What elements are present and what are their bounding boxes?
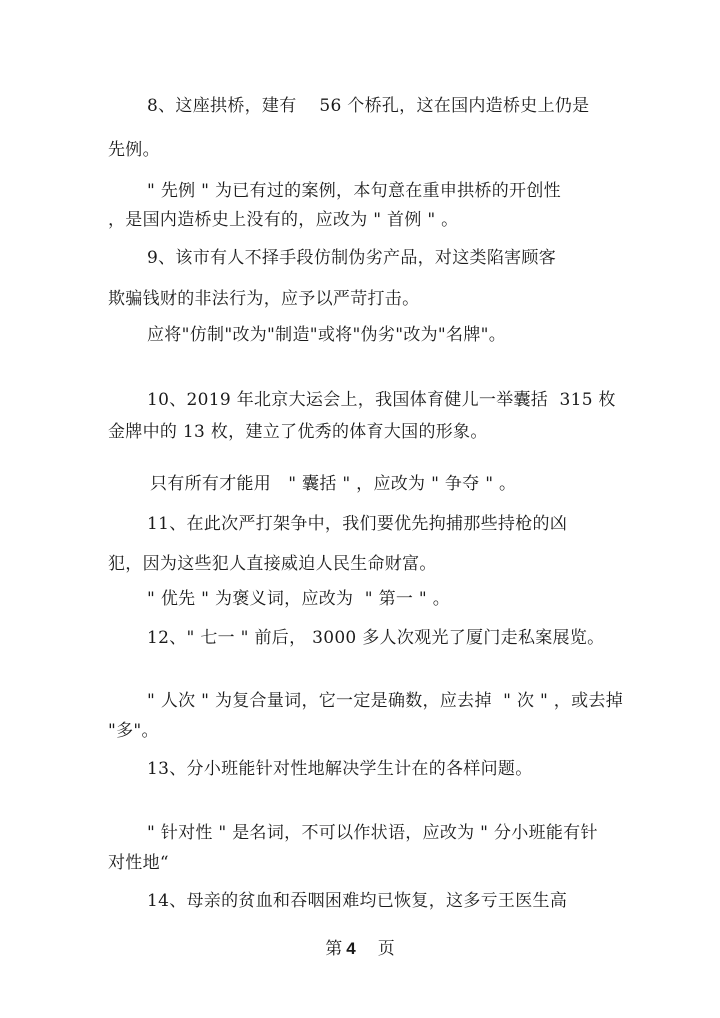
text-line: " 人次 " 为复合量词，它一定是确数，应去掉 " 次 " ，或去掉 [147, 691, 624, 711]
text-line: 先例。 [108, 140, 160, 160]
text-line: 8、这座拱桥，建有 56 个桥孔，这在国内造桥史上仍是 [147, 96, 590, 116]
text-line: " 针对性 " 是名词，不可以作状语，应改为 " 分小班能有针 [147, 823, 598, 843]
text-line: 只有所有才能用 " 囊括 " ，应改为 " 争夺 " 。 [150, 474, 517, 494]
text-line: 10、2019 年北京大运会上，我国体育健儿一举囊括 315 枚 [147, 390, 616, 410]
text-line: " 优先 " 为褒义词，应改为 " 第一 " 。 [147, 589, 451, 609]
text-line: 11、在此次严打架争中，我们要优先拘捕那些持枪的凶 [147, 514, 568, 534]
text-line: 应将"仿制"改为"制造"或将"伪劣"改为"名牌"。 [147, 325, 507, 345]
text-line: ，是国内造桥史上没有的，应改为 " 首例 " 。 [108, 210, 459, 230]
text-line: 12、" 七一 " 前后， 3000 多人次观光了厦门走私案展览。 [147, 628, 605, 648]
text-line: 9、该市有人不择手段仿制伪劣产品，对这类陷害顾客 [147, 248, 557, 268]
text-line: "多"。 [108, 721, 159, 741]
text-line: 13、分小班能针对性地解决学生计在的各样问题。 [147, 759, 533, 779]
page-number: 4 [346, 939, 356, 958]
text-line: 金牌中的 13 枚，建立了优秀的体育大国的形象。 [108, 422, 488, 442]
text-line: 14、母亲的贫血和吞咽困难均已恢复，这多亏王医生高 [147, 891, 568, 911]
text-line: 犯，因为这些犯人直接威迫人民生命财富。 [108, 554, 437, 574]
text-line: " 先例 " 为已有过的案例，本句意在重申拱桥的开创性 [147, 181, 561, 201]
page-label-prefix: 第 [325, 939, 343, 959]
text-line: 欺骗钱财的非法行为，应予以严苛打击。 [108, 289, 420, 309]
page-footer [0, 938, 720, 960]
text-line: 对性地“ [108, 853, 169, 873]
page-label-suffix: 页 [377, 939, 395, 959]
